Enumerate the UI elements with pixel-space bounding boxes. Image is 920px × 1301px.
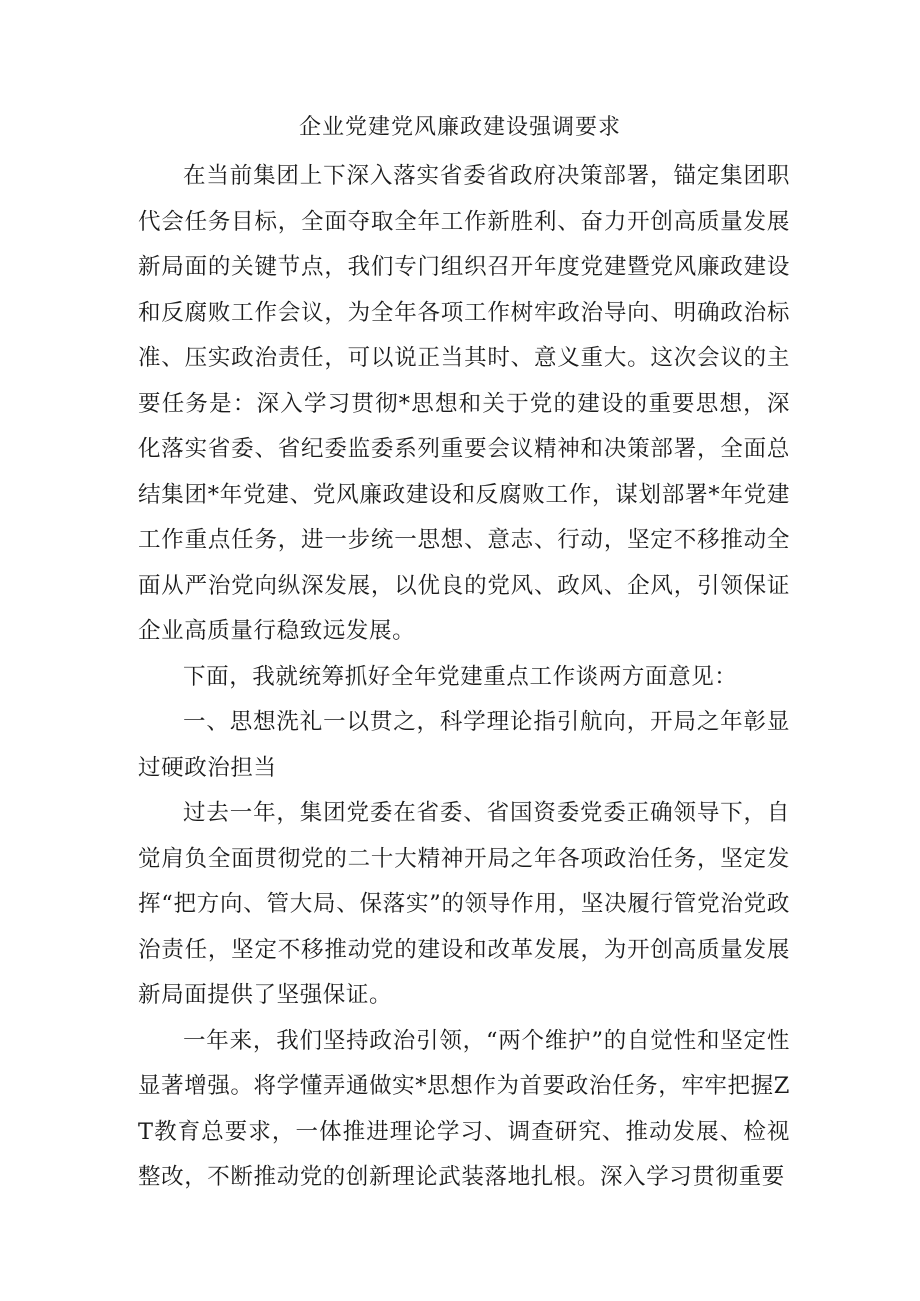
section-heading-1: 一、思想洗礼一以贯之，科学理论指引航向，开局之年彰显过硬政治担当 [138,709,790,781]
document-title: 企业党建党风廉政建设强调要求 [298,115,621,140]
paragraph-review: 过去一年，集团党委在省委、省国资委党委正确领导下，自觉肩负全面贯彻党的二十大精神开局之年各项政治任务，坚定发挥“把方向、管大局、保落实”的领导作用，坚决履行管党治党政治责任，坚定不移推动党的建设和改革发展，为开创高质量发展新局面提供了坚强保证。 [138,800,790,1008]
paragraph-intro: 在当前集团上下深入落实省委省政府决策部署，锚定集团职代会任务目标，全面夺取全年工作新胜利、奋力开创高质量发展新局面的关键节点，我们专门组织召开年度党建暨党风廉政建设和反腐败工作会议，为全年各项工作树牢政治导向、明确政治标准、压实政治责任，可以说正当其时、意义重大。这次会议的主要任务是：深入学习贯彻*思想和关于党的建设的重要思想，深化落实省委、省纪委监委系列重要会议精神和决策部署，全面总结集团*年党建、党风廉政建设和反腐败工作，谋划部署*年党建工作重点任务，进一步统一思想、意志、行动，坚定不移推动全面从严治党向纵深发展，以优良的党风、政风、企风，引领保证企业高质量行稳致远发展。 [138,163,790,644]
paragraph-achievements: 一年来，我们坚持政治引领，“两个维护”的自觉性和坚定性显著增强。将学懂弄通做实*思想作为首要政治任务，牢牢把握ZT教育总要求，一体推进理论学习、调查研究、推动发展、检视整改，不断推动党的创新理论武装落地扎根。深入学习贯彻重要 [138,1027,790,1190]
paragraph-transition: 下面，我就统筹抓好全年党建重点工作谈两方面意见： [183,663,738,690]
document-body [138,154,790,1201]
